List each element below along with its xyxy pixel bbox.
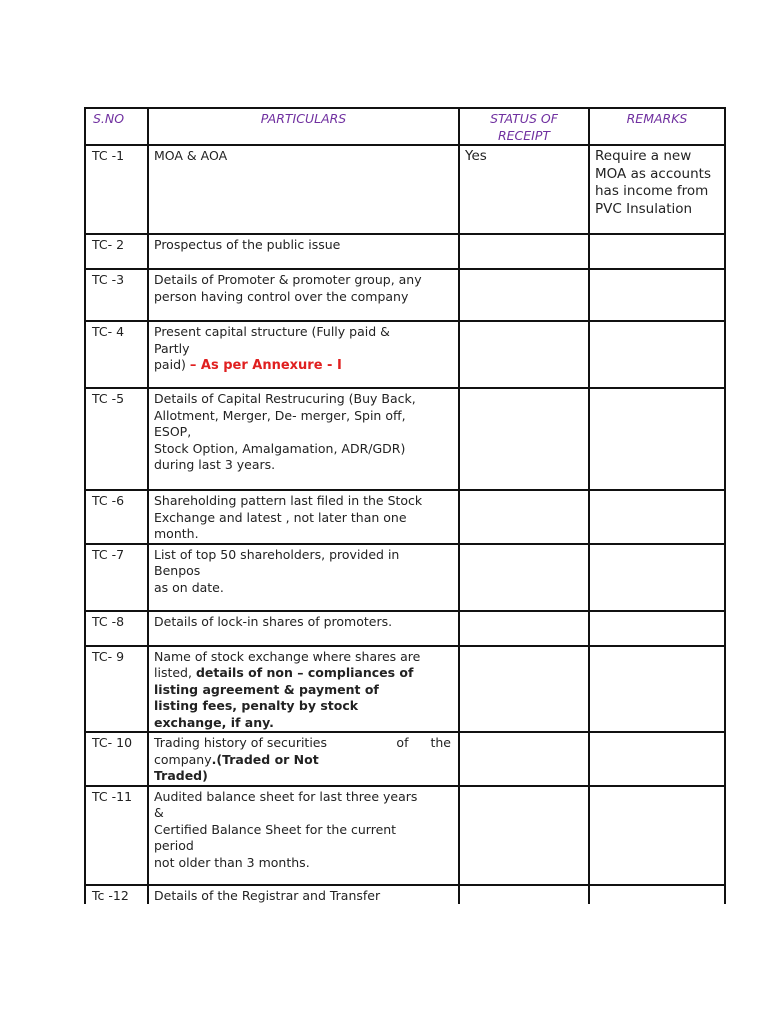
particulars-line: Prospectus of the public issue — [154, 237, 341, 252]
particulars-bold: .(Traded or Not — [211, 751, 319, 767]
header-sno: S.NO — [85, 108, 148, 145]
particulars-line: not older than 3 months. — [154, 854, 310, 870]
row-sno: TC -6 — [85, 490, 148, 544]
table-row — [85, 145, 725, 234]
particulars-word: of — [396, 735, 409, 750]
particulars-line: during last 3 years. — [154, 457, 276, 472]
table-row — [85, 732, 725, 786]
particulars-line — [154, 357, 453, 375]
row-particulars — [148, 786, 459, 885]
row-sno: TC- 2 — [85, 234, 148, 269]
particulars-line: Present capital structure (Fully paid & — [154, 324, 390, 339]
row-sno: TC -1 — [85, 145, 148, 234]
row-sno: TC -7 — [85, 544, 148, 611]
row-remarks — [589, 269, 725, 321]
table-row — [85, 321, 725, 388]
particulars-line: Exchange and latest , not later than one — [154, 509, 407, 525]
table-row — [85, 234, 725, 269]
row-status: Yes — [459, 145, 589, 234]
particulars-line: Partly — [154, 340, 190, 356]
particulars-line: Details of the Registrar and Transfer — [154, 887, 381, 903]
row-status — [459, 490, 589, 544]
particulars-line: Details of lock-in shares of promoters. — [154, 613, 393, 629]
row-sno: Tc -12 — [85, 885, 148, 905]
particulars-line: ESOP, — [154, 424, 192, 439]
row-particulars — [148, 234, 459, 269]
row-remarks — [589, 611, 725, 646]
row-particulars — [148, 611, 459, 646]
particulars-prefix: paid) — [154, 357, 190, 372]
header-particulars: PARTICULARS — [148, 108, 459, 145]
row-status — [459, 732, 589, 786]
row-remarks — [589, 321, 725, 388]
table-row — [85, 490, 725, 544]
row-particulars — [148, 732, 459, 786]
particulars-line: MOA & AOA — [154, 148, 228, 163]
header-remarks: REMARKS — [589, 108, 725, 145]
row-particulars — [148, 145, 459, 234]
table-row — [85, 269, 725, 321]
row-particulars — [148, 646, 459, 733]
particulars-bold: listing fees, penalty by stock — [154, 698, 359, 713]
row-sno: TC -3 — [85, 269, 148, 321]
particulars-line — [154, 752, 453, 769]
particulars-line: Benpos — [154, 563, 201, 578]
row-sno: TC -5 — [85, 388, 148, 490]
particulars-line — [154, 665, 453, 682]
row-status — [459, 388, 589, 490]
particulars-prefix: company — [154, 751, 212, 767]
particulars-prefix: listed, — [154, 665, 196, 680]
row-remarks — [589, 234, 725, 269]
row-particulars — [148, 388, 459, 490]
row-sno: TC -11 — [85, 786, 148, 885]
row-particulars — [148, 885, 459, 905]
row-sno: TC- 10 — [85, 732, 148, 786]
row-sno: TC- 9 — [85, 646, 148, 733]
header-status: STATUS OF RECEIPT — [459, 108, 589, 145]
particulars-line: Details of Capital Restrucuring (Buy Back, — [154, 391, 416, 406]
row-remarks — [589, 646, 725, 733]
row-status — [459, 234, 589, 269]
particulars-line: Shareholding pattern last filed in the Stock — [154, 493, 423, 508]
annexure-note: – As per Annexure - I — [189, 358, 342, 373]
particulars-line: Stock Option, Amalgamation, ADR/GDR) — [154, 440, 406, 456]
particulars-line: period — [154, 838, 194, 853]
row-status — [459, 786, 589, 885]
row-remarks — [589, 490, 725, 544]
particulars-line: as on date. — [154, 579, 224, 595]
row-particulars — [148, 269, 459, 321]
row-particulars — [148, 544, 459, 611]
row-remarks — [589, 544, 725, 611]
row-remarks — [589, 388, 725, 490]
particulars-line: person having control over the company — [154, 288, 409, 304]
particulars-line: Name of stock exchange where shares are — [154, 648, 421, 664]
row-particulars — [148, 490, 459, 544]
particulars-bold: Traded) — [154, 768, 208, 783]
particulars-line: Details of Promoter & promoter group, any — [154, 272, 422, 287]
table-row — [85, 544, 725, 611]
particulars-line — [154, 735, 453, 752]
table-header-row — [85, 108, 725, 145]
row-remarks: Require a new MOA as accounts has income from PVC Insulation — [589, 145, 725, 234]
particulars-line: month. — [154, 526, 199, 541]
row-remarks — [589, 885, 725, 905]
row-status — [459, 646, 589, 733]
row-remarks — [589, 786, 725, 885]
row-sno: TC- 4 — [85, 321, 148, 388]
row-particulars — [148, 321, 459, 388]
particulars-word: Trading history of securities — [154, 735, 328, 750]
row-status — [459, 544, 589, 611]
row-status — [459, 321, 589, 388]
particulars-bold: exchange, if any. — [154, 714, 274, 730]
particulars-word: the — [430, 735, 451, 750]
particulars-line: Allotment, Merger, De- merger, Spin off, — [154, 407, 406, 423]
particulars-line: List of top 50 shareholders, provided in — [154, 546, 400, 562]
row-status — [459, 885, 589, 905]
particulars-line: & — [154, 805, 164, 820]
table-row — [85, 646, 725, 733]
document-table — [84, 107, 726, 904]
particulars-line: Audited balance sheet for last three years — [154, 788, 418, 804]
table-row — [85, 611, 725, 646]
table-row — [85, 885, 725, 905]
particulars-line: Certified Balance Sheet for the current — [154, 821, 397, 837]
particulars-bold: details of non – compliances of — [195, 665, 414, 680]
table-row — [85, 388, 725, 490]
table-row — [85, 786, 725, 885]
row-sno: TC -8 — [85, 611, 148, 646]
row-remarks — [589, 732, 725, 786]
row-status — [459, 611, 589, 646]
row-status — [459, 269, 589, 321]
particulars-bold: listing agreement & payment of — [154, 681, 379, 697]
